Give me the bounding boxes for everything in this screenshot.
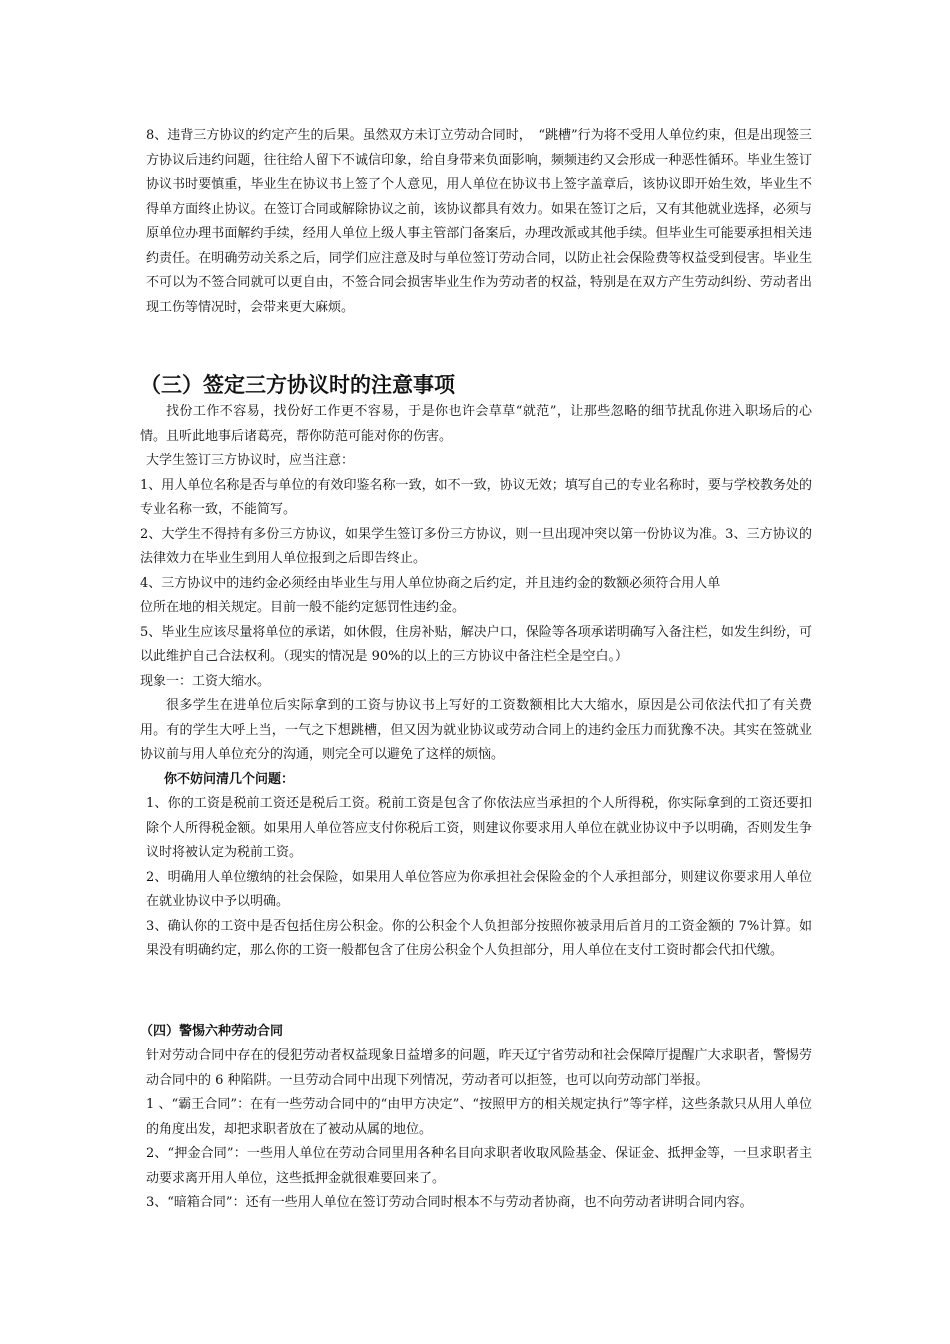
- note-item-4-line2: 位所在地的相关规定。目前一般不能约定惩罚性违约金。: [140, 600, 466, 615]
- section-8: [140, 124, 812, 320]
- contract-trap-1: 1 、“霸王合同”：在有一些劳动合同中的“由甲方决定”、“按照甲方的相关规定执行”等字样，这些条款只从用人单位的角度出发，却把求职者放在了被动从属的地位。: [146, 1097, 812, 1137]
- phenomenon-text: 很多学生在进单位后实际拿到的工资与协议书上写好的工资数额相比大大缩水，原因是公司依法代扣了有关费用。有的学生大呼上当，一气之下想跳槽，但又因为就业协议或劳动合同上的违约金压力而犹豫不决。其实在签就业协议前与用人单位充分的沟通，则完全可以避免了这样的烦恼。: [140, 698, 812, 762]
- section-3-heading: （三）签定三方协议时的注意事项: [140, 373, 455, 397]
- section-3: [140, 370, 812, 964]
- section-4-intro: 针对劳动合同中存在的侵犯劳动者权益现象日益增多的问题，昨天辽宁省劳动和社会保障厅提醒广大求职者，警惕劳动合同中的 6 种陷阱。一旦劳动合同中出现下列情况，劳动者可以拒签，也可以向劳动部门举报。: [146, 1048, 812, 1088]
- question-2: 2、明确用人单位缴纳的社会保险，如果用人单位答应为你承担社会保险金的个人承担部分，则建议你要求用人单位在就业协议中予以明确。: [146, 869, 812, 909]
- section-4: [140, 1020, 812, 1216]
- question-3: 3、确认你的工资中是否包括住房公积金。你的公积金个人负担部分按照你被录用后首月的工资金额的 7%计算。如果没有明确约定，那么你的工资一般都包含了住房公积金个人负担部分，用人单位在支付工资时都会代扣代缴。: [146, 918, 812, 958]
- note-item-1: 1、用人单位名称是否与单位的有效印鉴名称一致，如不一致，协议无效；填写自己的专业名称时，要与学校教务处的专业名称一致，不能简写。: [140, 477, 812, 517]
- contract-trap-2: 2、“押金合同”：一些用人单位在劳动合同里用各种名目向求职者收取风险基金、保证金、抵押金等，一旦求职者主动要求离开用人单位，这些抵押金就很难要回来了。: [146, 1146, 812, 1186]
- section-3-lead: 大学生签订三方协议时，应当注意：: [146, 453, 355, 468]
- questions-title: 你不妨问清几个问题：: [164, 771, 295, 787]
- question-1: 1、你的工资是税前工资还是税后工资。税前工资是包含了你依法应当承担的个人所得税，你实际拿到的工资还要扣除个人所得税金额。如果用人单位答应支付你税后工资，则建议你要求用人单位在就业协议中予以明确，否则发生争议时将被认定为税前工资。: [146, 796, 812, 860]
- contract-trap-3: 3、“暗箱合同”：还有一些用人单位在签订劳动合同时根本不与劳动者协商，也不向劳动者讲明合同内容。: [146, 1195, 753, 1210]
- note-item-5: 5、毕业生应该尽量将单位的承诺，如休假，住房补贴，解决户口，保险等各项承诺明确写入备注栏，如发生纠纷，可以此维护自己合法权利。（现实的情况是 90%的以上的三方协议中备注栏全是空白。）: [140, 624, 812, 664]
- note-item-4-line1: 4、三方协议中的违约金必须经由毕业生与用人单位协商之后约定，并且违约金的数额必须符合用人单: [140, 575, 721, 591]
- paragraph-violation-consequences: 8、违背三方协议的约定产生的后果。虽然双方未订立劳动合同时， “跳槽”行为将不受用人单位约束，但是出现签三方协议后违约问题，往往给人留下不诚信印象，给自身带来负面影响，频频违约又会形成一种恶性循环。毕业生签订协议书时要慎重，毕业生在协议书上签了个人意见，用人单位在协议书上签字盖章后，该协议即开始生效，毕业生不得单方面终止协议。在签订合同或解除协议之前，该协议都具有效力。如果在签订之后，又有其他就业选择，必须与原单位办理书面解约手续，经用人单位上级人事主管部门备案后，办理改派或其他手续。但毕业生可能要承担相关违约责任。在明确劳动关系之后，同学们应注意及时与单位签订劳动合同，以防止社会保险费等权益受到侵害。毕业生不可以为不签合同就可以更自由，不签合同会损害毕业生作为劳动者的权益，特别是在双方产生劳动纠纷、劳动者出现工伤等情况时，会带来更大麻烦。: [146, 128, 812, 315]
- note-item-2: 2、大学生不得持有多份三方协议，如果学生签订多份三方协议，则一旦出现冲突以第一份协议为准。3、三方协议的法律效力在毕业生到用人单位报到之后即告终止。: [140, 526, 812, 566]
- section-4-heading: （四）警惕六种劳动合同: [140, 1024, 284, 1039]
- phenomenon-title: 现象一：工资大缩水。: [140, 673, 271, 689]
- section-3-intro: 找份工作不容易，找份好工作更不容易，于是你也许会草草“就范”，让那些忽略的细节扰乱你进入职场后的心情。且听此地事后诸葛亮，帮你防范可能对你的伤害。: [140, 404, 812, 444]
